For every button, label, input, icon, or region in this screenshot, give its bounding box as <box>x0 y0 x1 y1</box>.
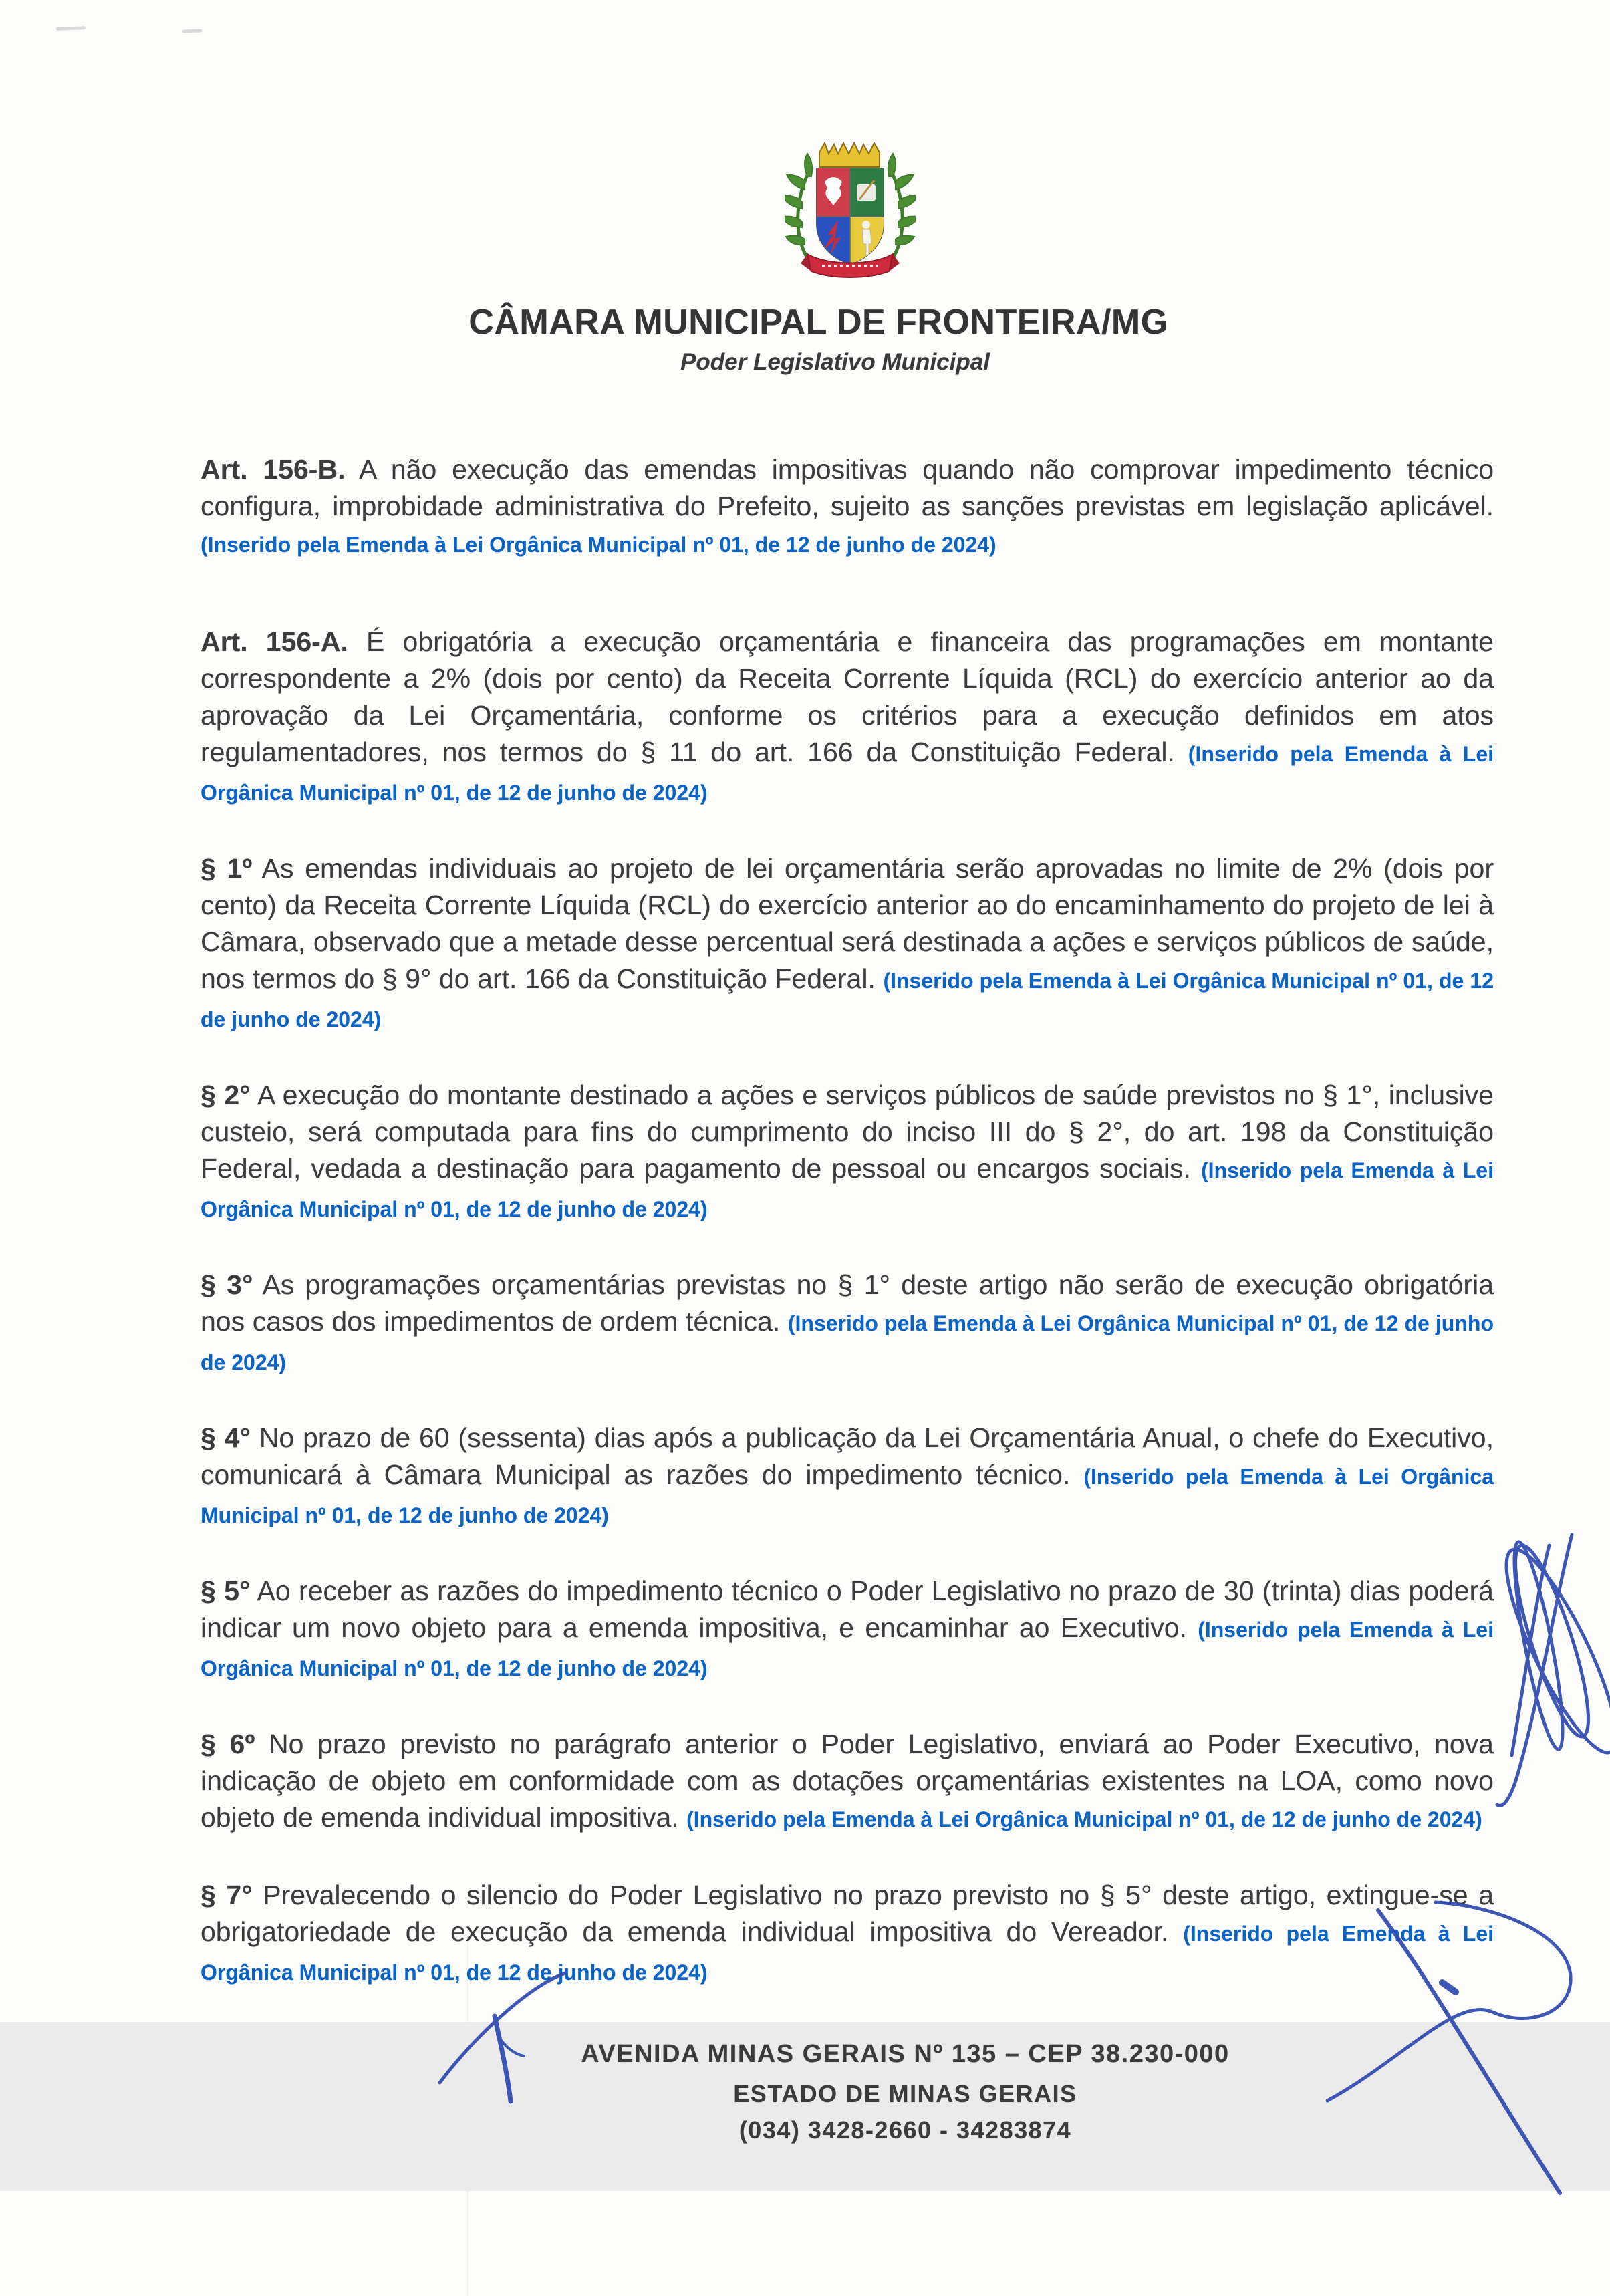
article-text: É obrigatória a execução orçamentária e financeira das programações em montante correspondente a 2% (dois por cento) da Receita Corrente Líquida (RCL) do exercício anterior ao da aprovação da Lei Orçamentária, conforme os critérios para a execução definidos em atos regulamentadores, nos termos do § 11 do art. 166 da Constituição Federal. <box>200 626 1494 767</box>
paragraph-marker: § 5° <box>200 1575 251 1606</box>
footer-phones: (034) 3428-2660 - 34283874 <box>739 2116 1072 2144</box>
paragraph-marker: § 2° <box>200 1079 251 1110</box>
footer-state: ESTADO DE MINAS GERAIS <box>733 2080 1077 2108</box>
paragraph-marker: § 4° <box>200 1422 251 1453</box>
paragraph-7 <box>200 1877 1494 1991</box>
paragraph-text: No prazo previsto no parágrafo anterior o Poder Legislativo, enviará ao Poder Executivo, nova indicação de objeto em conformidade com as dotações orçamentárias existentes na LOA, como novo objeto de emenda individual impositiva. <box>200 1729 1494 1833</box>
paragraph-text: Prevalecendo o silencio do Poder Legislativo no prazo previsto no § 5° deste artigo, extingue-se a obrigatoriedade de execução da emenda individual impositiva do Vereador. <box>200 1880 1494 1947</box>
article-text: A não execução das emendas impositivas quando não comprovar impedimento técnico configura, improbidade administrativa do Prefeito, sujeito as sanções previstas em legislação aplicável. <box>200 454 1494 521</box>
article-number: Art. 156-B. <box>200 454 346 485</box>
paragraph-4 <box>200 1420 1494 1534</box>
paragraph-1 <box>200 850 1494 1038</box>
insertion-note: (Inserido pela Emenda à Lei Orgânica Municipal nº 01, de 12 de junho de 2024) <box>200 1158 1494 1221</box>
corn-stalk-left <box>785 154 812 258</box>
insertion-note: (Inserido pela Emenda à Lei Orgânica Municipal nº 01, de 12 de junho de 2024) <box>200 969 1494 1031</box>
scan-speck <box>56 26 86 31</box>
corn-stalk-right <box>888 154 916 258</box>
paragraph-art-156a <box>200 624 1494 811</box>
insertion-note: (Inserido pela Emenda à Lei Orgânica Municipal nº 01, de 12 de junho de 2024) <box>200 742 1494 805</box>
paragraph-marker: § 6º <box>200 1729 255 1759</box>
pen-scribble-right-margin <box>1488 1535 1610 1806</box>
paragraph-3 <box>200 1267 1494 1381</box>
insertion-note: (Inserido pela Emenda à Lei Orgânica Municipal nº 01, de 12 de junho de 2024) <box>200 533 996 557</box>
paragraph-marker: § 3° <box>200 1269 253 1300</box>
organization-title: CÂMARA MUNICIPAL DE FRONTEIRA/MG <box>468 303 1168 342</box>
insertion-note: (Inserido pela Emenda à Lei Orgânica Municipal nº 01, de 12 de junho de 2024) <box>686 1807 1482 1831</box>
paragraph-5 <box>200 1573 1494 1687</box>
paragraph-2 <box>200 1077 1494 1228</box>
insertion-note: (Inserido pela Emenda à Lei Orgânica Municipal nº 01, de 12 de junho de 2024) <box>200 1922 1494 1985</box>
paragraph-text: As programações orçamentárias previstas no § 1° deste artigo não serão de execução obrigatória nos casos dos impedimentos de ordem técnica. <box>200 1269 1494 1337</box>
article-number: Art. 156-A. <box>200 626 348 657</box>
paragraph-marker: § 1º <box>200 853 253 884</box>
organization-subtitle: Poder Legislativo Municipal <box>680 349 990 375</box>
insertion-note: (Inserido pela Emenda à Lei Orgânica Municipal nº 01, de 12 de junho de 2024) <box>200 1618 1494 1680</box>
paragraph-art-156b <box>200 451 1494 563</box>
paragraph-text: No prazo de 60 (sessenta) dias após a publicação da Lei Orçamentária Anual, o chefe do Executivo, comunicará à Câmara Municipal as razões do impedimento técnico. <box>200 1422 1494 1490</box>
paragraph-marker: § 7° <box>200 1880 253 1910</box>
paragraph-6 <box>200 1726 1494 1838</box>
footer-address: AVENIDA MINAS GERAIS Nº 135 – CEP 38.230-000 <box>581 2040 1230 2068</box>
insertion-note: (Inserido pela Emenda à Lei Orgânica Municipal nº 01, de 12 de junho de 2024) <box>200 1464 1494 1527</box>
scan-speck <box>182 29 202 33</box>
municipal-coat-of-arms <box>785 135 916 281</box>
document-body <box>200 451 1494 2030</box>
crown <box>819 143 880 167</box>
insertion-note: (Inserido pela Emenda à Lei Orgânica Municipal nº 01, de 12 de junho de 2024) <box>200 1311 1494 1374</box>
paragraph-text: Ao receber as razões do impedimento técnico o Poder Legislativo no prazo de 30 (trinta) dias poderá indicar um novo objeto para a emenda impositiva, e encaminhar ao Executivo. <box>200 1575 1494 1643</box>
paragraph-text: As emendas individuais ao projeto de lei orçamentária serão aprovadas no limite de 2% (dois por cento) da Receita Corrente Líquida (RCL) do exercício anterior ao do encaminhamento do projeto de lei à Câmara, observado que a metade desse percentual será destinada a ações e serviços públicos de saúde, nos termos do § 9° do art. 166 da Constituição Federal. <box>200 853 1494 994</box>
paragraph-text: A execução do montante destinado a ações e serviços públicos de saúde previstos no § 1°, inclusive custeio, será computada para fins do cumprimento do inciso III do § 2°, do art. 198 da Constituição Federal, vedada a destinação para pagamento de pessoal ou encargos sociais. <box>200 1079 1494 1184</box>
